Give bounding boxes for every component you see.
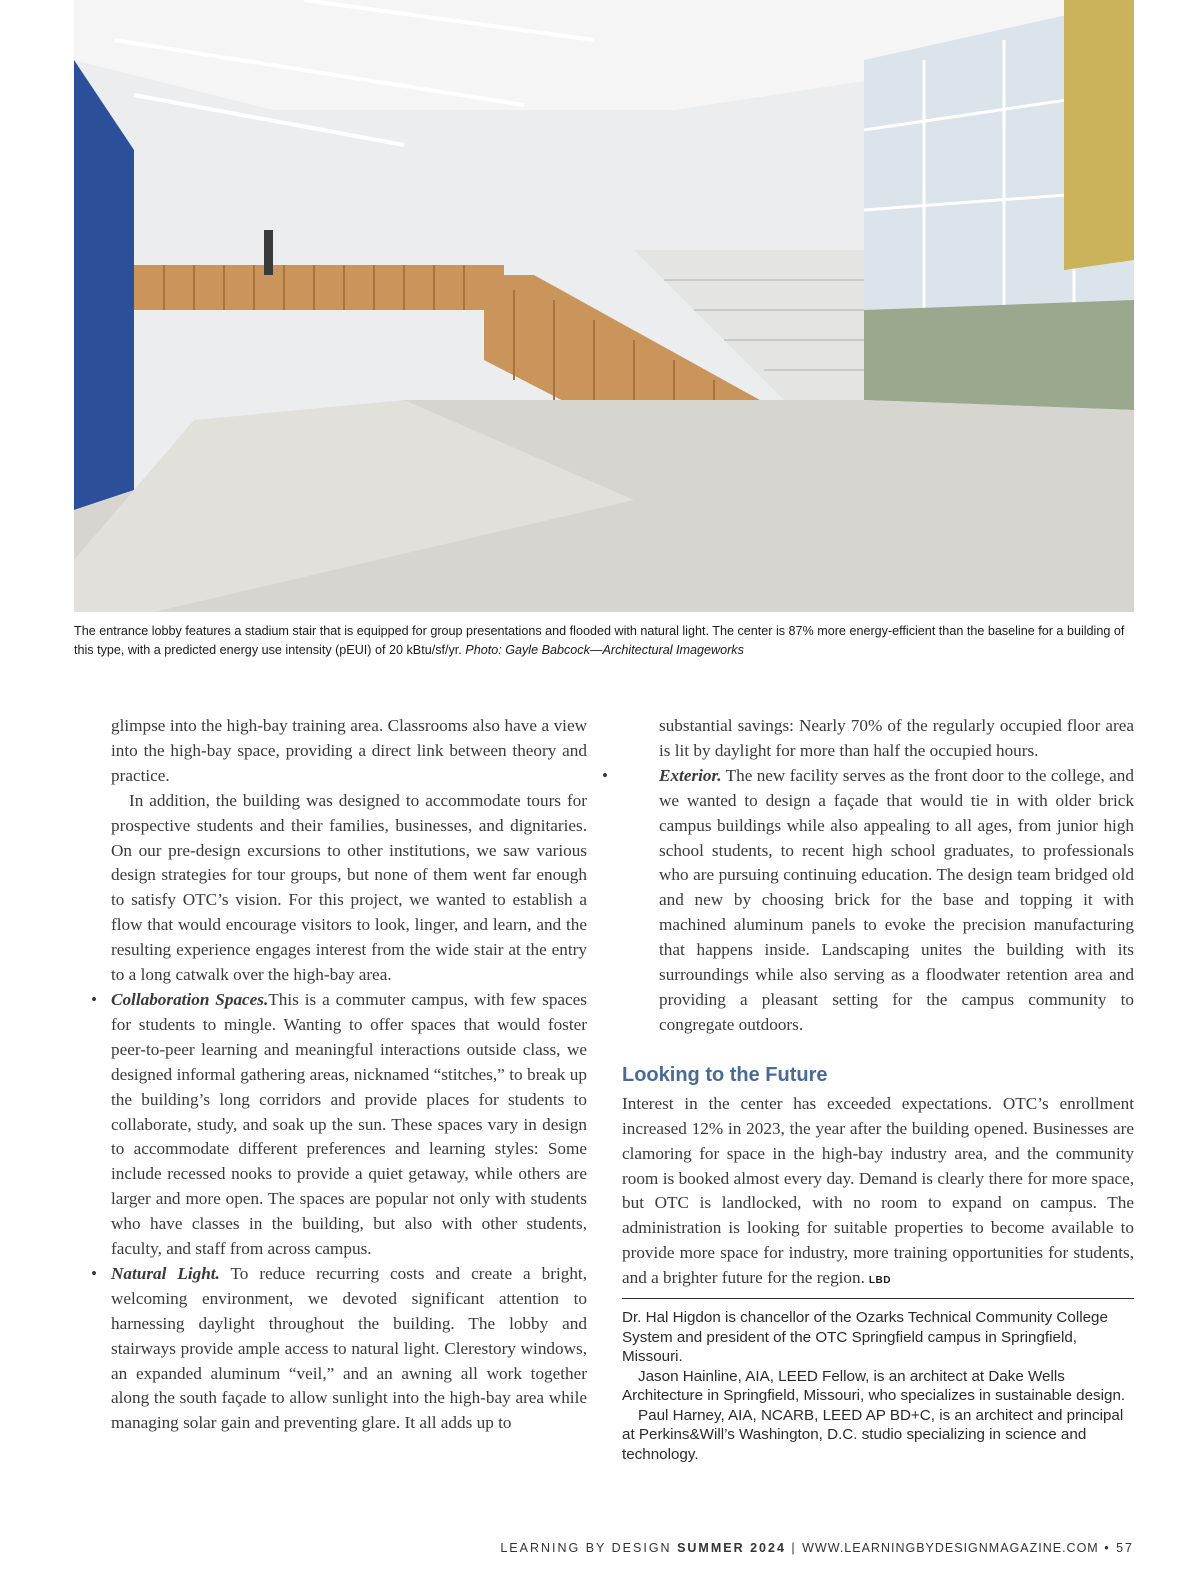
page-footer — [500, 1541, 1134, 1555]
footer-bullet: • — [1104, 1541, 1111, 1555]
bullet-text: To reduce recurring costs and create a bright, welcoming environment, we devoted significant attention to harnessing daylight throughout the building. The lobby and stairways provide ample access to natural light. Clerestory windows, an expanded aluminum “veil,” and an awning all work together along the south façade to allow sunlight into the high-bay area while managing solar gain and preventing glare. It all adds up to — [111, 1263, 587, 1433]
bullet-dot: • — [91, 1263, 98, 1283]
body-paragraph: substantial savings: Nearly 70% of the regularly occupied floor area is lit by daylight for more than half the occupied hours. — [659, 716, 1134, 760]
bullet-item — [91, 1262, 587, 1436]
closing-paragraph — [622, 1092, 1134, 1294]
author-bio: Jason Hainline, AIA, LEED Fellow, is an architect at Dake Wells Architecture in Springfield, Missouri, who specializes in sustainable design. — [622, 1367, 1126, 1404]
body-paragraph: glimpse into the high-bay training area. Classrooms also have a view into the high-bay space, providing a direct link between theory and practice. — [111, 716, 587, 785]
bullet-title: Exterior. — [659, 765, 722, 785]
author-bios — [622, 1308, 1134, 1464]
bullet-text: The new facility serves as the front door to the college, and we wanted to design a façade that would tie in with older brick campus buildings while also appealing to all ages, from junior high school students, to recent high school graduates, to professionals who are pursuing continuing education. The design team bridged old and new by choosing brick for the base and topping it with machined aluminum panels to evoke the precision manufacturing that happens inside. Landscaping unites the building with its surroundings while also serving as a floodwater retention area and providing a pleasant setting for the campus community to congregate outdoors. — [659, 765, 1134, 1034]
page-number: 57 — [1116, 1541, 1134, 1555]
bullet-text: This is a commuter campus, with few spaces for students to mingle. Wanting to offer spaces that would foster peer-to-peer learning and meaningful interactions outside class, we designed informal gathering areas, nicknamed “stitches,” to break up the building’s long corridors and provide places for students to collaborate, study, and soak up the sun. These spaces vary in design to accommodate different preferences and learning styles: Some include recessed nooks to provide a quiet getaway, while others are larger and more open. The spaces are popular not only with students who have classes in the building, but also with other students, faculty, and staff from across campus. — [111, 989, 587, 1259]
footer-separator: | — [791, 1541, 797, 1555]
bullet-title: Natural Light. — [111, 1263, 220, 1283]
author-bio: Paul Harney, AIA, NCARB, LEED AP BD+C, is an architect and principal at Perkins&Will’s Washington, D.C. studio specializing in science and technology. — [622, 1406, 1124, 1463]
lbd-signoff: LBD — [868, 1275, 891, 1287]
photo-caption — [74, 622, 1134, 660]
bullet-dot: • — [602, 765, 609, 785]
bullet-dot: • — [91, 989, 98, 1009]
caption-text: The entrance lobby features a stadium stair that is equipped for group presentations and flooded with natural light. The center is 87% more energy-efficient than the baseline for a building of this type, with a predicted energy use intensity (pEUI) of 20 kBtu/sf/yr. — [74, 624, 1125, 657]
author-bio: Dr. Hal Higdon is chancellor of the Ozarks Technical Community College System and president of the OTC Springfield campus in Springfield, Missouri. — [622, 1309, 1108, 1365]
body-paragraph: In addition, the building was designed to accommodate tours for prospective students and their families, businesses, and dignitaries. On our pre-design excursions to other institutions, we saw various design strategies for tour groups, but none of them went far enough to satisfy OTC’s vision. For this project, we wanted to establish a flow that would encourage visitors to look, linger, and learn, and the resulting experience engages interest from the wide stair at the entry to a long catwalk over the high-bay area. — [111, 790, 587, 985]
magazine-name: LEARNING BY DESIGN — [500, 1541, 672, 1555]
lobby-illustration — [74, 0, 1134, 612]
bio-divider — [622, 1298, 1134, 1299]
right-column — [602, 714, 1134, 1294]
issue-label: SUMMER 2024 — [677, 1541, 786, 1555]
bullet-item — [602, 764, 1134, 1038]
website-url: WWW.LEARNINGBYDESIGNMAGAZINE.COM — [802, 1541, 1099, 1555]
closing-text: Interest in the center has exceeded expectations. OTC’s enrollment increased 12% in 2023, the year after the building opened. Businesses are clamoring for space in the high-bay industry area, and the community room is booked almost every day. Demand is clearly there for more space, but OTC is landlocked, with no room to expand on campus. The administration is looking for suitable properties to become available to provide more space for industry, more training opportunities for students, and a brighter future for the region. — [622, 1093, 1134, 1288]
lobby-photo — [74, 0, 1134, 612]
photo-credit: Photo: Gayle Babcock—Architectural Imageworks — [465, 643, 744, 657]
bullet-title: Collaboration Spaces. — [111, 989, 269, 1009]
left-column — [91, 714, 587, 1436]
bullet-item — [91, 988, 587, 1262]
section-heading: Looking to the Future — [622, 1063, 828, 1086]
